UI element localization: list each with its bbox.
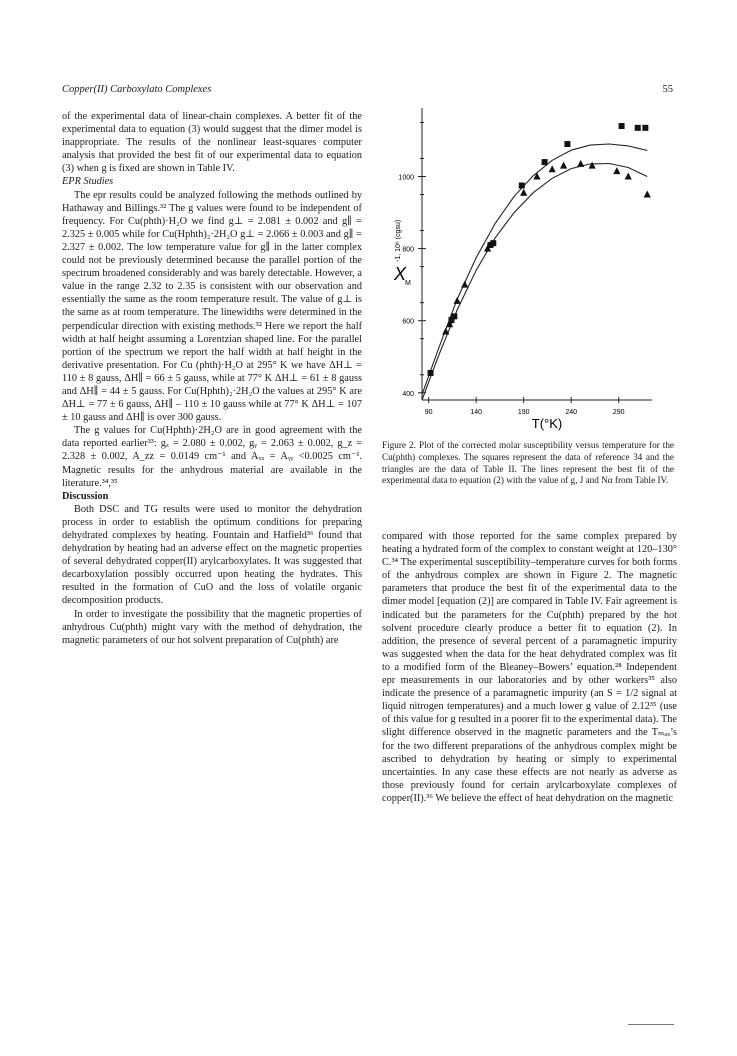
- triangle-data-point: [625, 172, 632, 179]
- x-tick-label: 240: [565, 409, 578, 416]
- square-data-point: [642, 125, 648, 131]
- figure-2: [382, 100, 672, 440]
- y-tick-label: 600: [402, 318, 414, 326]
- square-data-point: [564, 141, 570, 147]
- y-axis-label-sub: M: [405, 280, 411, 287]
- y-tick-label: 400: [402, 390, 414, 398]
- square-data-point: [428, 370, 434, 376]
- triangle-data-point: [533, 172, 540, 179]
- y-tick-label: 800: [402, 246, 414, 254]
- triangle-data-point: [549, 165, 556, 172]
- y-axis-label: X: [394, 264, 407, 284]
- paragraph: The epr results could be analyzed following the methods outlined by Hathaway and Billings.³² The g values were found to be independent of frequency. For Cu(phth)·H₂O we find g⊥ = 2.081 ± 0.002 and g∥ = 2.325 ± 0.005 while for Cu(Hphth)₂·2H₂O g⊥ = 2.066 ± 0.003 and g∥ = 2.327 ± 0.002. The low temperature value for g∥ in the latter complex could not be previously determined because the parallel portion of the spectrum broadened considerably and was barely detectable. However, a value in the range 2.32 to 2.35 is consistent with our observation and essentially the same as the room temperature result. The value of g⊥ is the same as at room temperature. The linewidths were determined in the perpendicular direction with existing methods.³² Here we report the half width at half height assuming a Lorentzian shaped line. For the parallel portion of the spectrum we report the half width at half height in the derivative presentation. For Cu (phth)·H₂O at 295° K we have ΔH⊥ = 110 ± 8 gauss, ΔH∥ = 66 ± 5 gauss, while at 77° K ΔH⊥ = 61 ± 8 gauss and ΔH∥ = 44 ± 5 gauss. For Cu(Hphth)₂·2H₂O the values at 295° K are ΔH⊥ = 77 ± 6 gauss, ΔH∥ – 110 ± 10 gauss while at 77° K ΔH⊥ = 107 ± 10 gauss and ΔH∥ is over 300 gauss.: [62, 189, 362, 424]
- y-axis-label-sup: -1, 10⁶ (cgsu): [395, 219, 402, 262]
- triangle-data-point: [613, 167, 620, 174]
- fit-curve: [422, 144, 647, 395]
- x-tick-label: 140: [470, 409, 483, 416]
- paragraph: Both DSC and TG results were used to monitor the dehydration process in order to establish the optimum conditions for preparing dehydrated complexes by heating. Fountain and Hatfield³⁶ found that dehydration by heating had an adverse effect on the magnetic properties of several dehydrated copper(II) arylcarboxylates. It was suggested that decarboxylation possibly occurred upon heating the hydrates. This resulted in the formation of CuO and the loss of volatile organic decomposition products.: [62, 503, 362, 607]
- fit-curve: [422, 164, 647, 401]
- square-data-point: [451, 313, 457, 319]
- triangle-data-point: [520, 189, 527, 196]
- paragraph: The g values for Cu(Hphth)·2H₂O are in good agreement with the data reported earlier³³: gₓ = 2.080 ± 0.002, gᵧ = 2.063 ± 0.002, g_z = 2.328 ± 0.002, A_zz = 0.0149 cm⁻¹ and Aₓₓ = Aᵧᵧ <0.0025 cm⁻¹. Magnetic results for the anhydrous material are available in the literature.³⁴,³⁵: [62, 425, 362, 489]
- square-data-point: [519, 183, 525, 189]
- square-data-point: [635, 125, 641, 131]
- paragraph: of the experimental data of linear-chain complexes. A better fit of the experimental data to equation (3) would suggest that the dimer model is inappropriate. The results of the nonlinear least-squares computer analysis that provided the best fit of our experimental data to equation (3) when g is fixed are shown in Table IV.: [62, 111, 362, 175]
- paragraph: compared with those reported for the same complex prepared by heating a hydrated form of the complex to constant weight at 120–130° C.³⁴ The experimental susceptibility–temperature curves for both forms of the anhydrous complex are shown in Figure 2. The magnetic parameters that produce the best fit of the experimental data to the dimer model [equation (2)] are compared in Table IV. Fair agreement is indicated but the parameters for the Cu(phth) prepared by the hot solvent procedure clearly produce a better fit to equation (2). In addition, the presence of several percent of a paramagnetic impurity was suggested when the data for the heat dehydrated complex was fit to a modified form of the Bleaney–Bowers’ equation.²⁸ Independent epr measurements in our laboratories and by other workers³⁵ also indicate the presence of a paramagnetic impurity (an S = 1/2 signal at liquid nitrogen temperatures) and a much lower g value of 2.12³⁵ (use of this value for g resulted in a poorer fit to the experimental data). The slight difference observed in the magnetic parameters and the Tₘₐₓ’s for the two different preparations of the anhydrous complex might be ascribed to dehydration by heating or simply to experimental uncertainties. In any case these effects are not nearly as adverse as those previously found for certain arylcarboxylate complexes of copper(II).³⁶ We believe the effect of heat dehydration on the magnetic: [382, 531, 677, 804]
- page-number: 55: [662, 84, 673, 95]
- x-axis-label: T(°K): [531, 416, 563, 431]
- running-title: Copper(II) Carboxylato Complexes: [62, 84, 212, 95]
- figure-caption: Figure 2. Plot of the corrected molar susceptibility versus temperature for the Cu(phth) complexes. The squares represent the data of reference 34 and the triangles are the data of Table II. The lines represent the best fit of the experimental data to equation (2) with the value of g, J and Nα from Table IV.: [382, 440, 674, 486]
- square-data-point: [490, 240, 496, 246]
- square-data-point: [619, 123, 625, 129]
- x-tick-label: 290: [612, 409, 625, 416]
- section-heading-discussion: Discussion: [62, 490, 109, 502]
- x-tick-label: 90: [424, 409, 433, 416]
- y-tick-label: 1000: [398, 174, 414, 182]
- susceptibility-chart: [382, 100, 672, 435]
- x-tick-label: 190: [517, 409, 530, 416]
- triangle-data-point: [589, 162, 596, 169]
- triangle-data-point: [577, 160, 584, 167]
- triangle-data-point: [461, 281, 468, 288]
- section-heading-epr: EPR Studies: [62, 176, 114, 188]
- triangle-data-point: [644, 191, 651, 198]
- right-column: [382, 530, 677, 805]
- square-data-point: [542, 159, 548, 165]
- paragraph: In order to investigate the possibility that the magnetic properties of anhydrous Cu(phth) might vary with the method of dehydration, the magnetic parameters of our hot solvent preparation of Cu(phth) are: [62, 608, 362, 646]
- left-column: [62, 110, 362, 647]
- footer-rule: [628, 1024, 674, 1025]
- triangle-data-point: [560, 162, 567, 169]
- triangle-data-point: [454, 297, 461, 304]
